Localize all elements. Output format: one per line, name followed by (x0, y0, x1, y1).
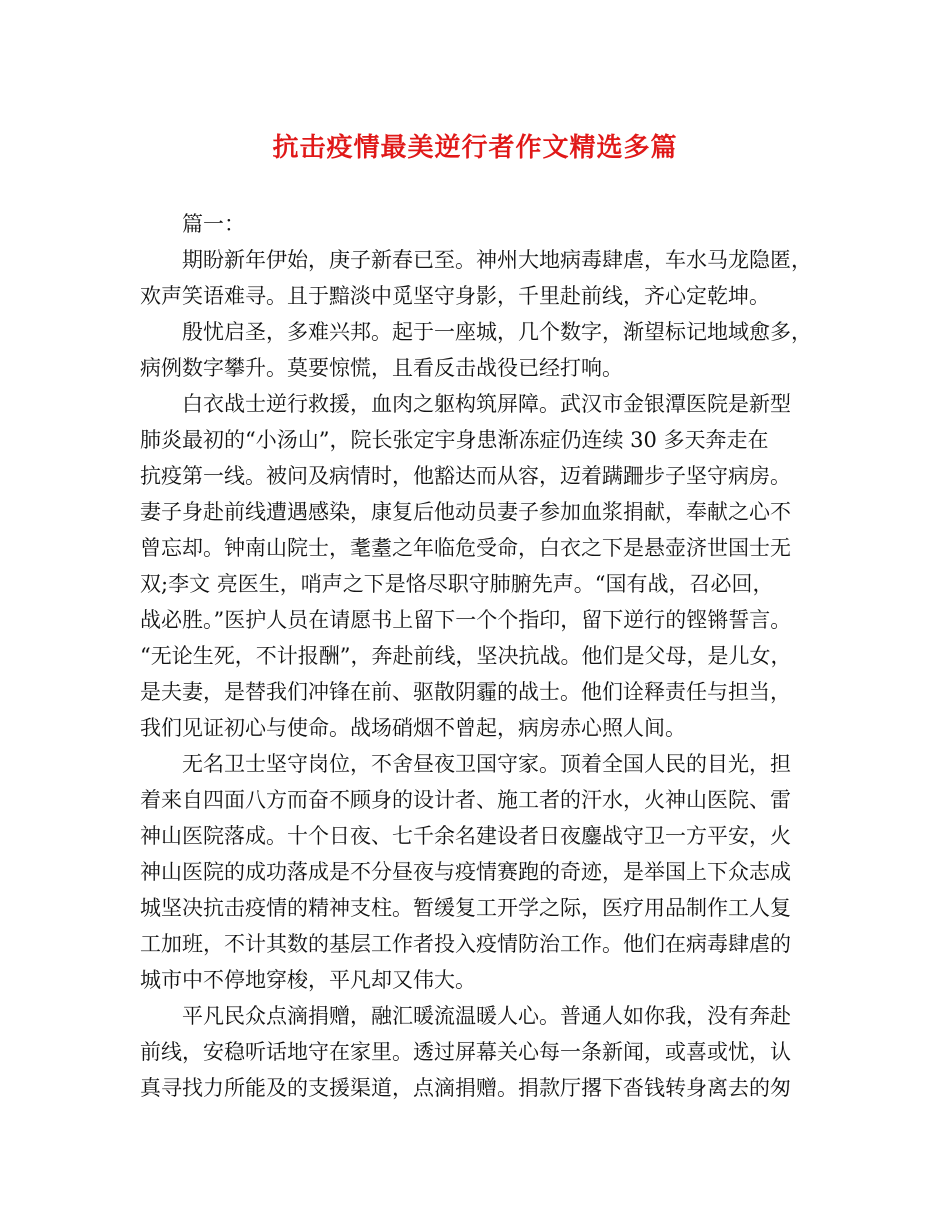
paragraph-line: 城市中不停地穿梭，平凡却又伟大。 (140, 968, 476, 992)
paragraph-line: 欢声笑语难寻。且于黯淡中觅坚守身影，千里赴前线，齐心定乾坤。 (140, 284, 770, 308)
paragraph-line: 曾忘却。钟南山院士，耄耋之年临危受命，白衣之下是悬壶济世国士无 (140, 536, 791, 560)
paragraph-line: 战必胜。”医护人员在请愿书上留下一个个指印，留下逆行的铿锵誓言。 (140, 608, 792, 632)
paragraph-line: 妻子身赴前线遭遇感染，康复后他动员妻子参加血浆捐献，奉献之心不 (140, 500, 791, 524)
paragraph-line: 双;李文 亮医生，哨声之下是恪尽职守肺腑先声。“国有战，召必回， (140, 572, 774, 596)
paragraph-line: 真寻找力所能及的支援渠道，点滴捐赠。捐款厅撂下沓钱转身离去的匆 (140, 1076, 791, 1100)
paragraph-line: 着来自四面八方而奋不顾身的设计者、施工者的汗水，火神山医院、雷 (140, 788, 791, 812)
document-title: 抗击疫情最美逆行者作文精选多篇 (272, 133, 678, 163)
paragraph-line: 城坚决抗击疫情的精神支柱。暂缓复工开学之际，医疗用品制作工人复 (140, 896, 791, 920)
paragraph-line: 平凡民众点滴捐赠，融汇暖流温暖人心。普通人如你我，没有奔赴 (182, 1004, 791, 1028)
paragraph-line: 肺炎最初的“小汤山”，院长张定宇身患渐冻症仍连续 30 多天奔走在 (140, 428, 769, 452)
paragraph-line: 神山医院的成功落成是不分昼夜与疫情赛跑的奇迹，是举国上下众志成 (140, 860, 791, 884)
paragraph-line: 是夫妻，是替我们冲锋在前、驱散阴霾的战士。他们诠释责任与担当， (140, 680, 791, 704)
section-heading: 篇一： (182, 212, 245, 236)
paragraph-line: 病例数字攀升。莫要惊慌，且看反击战役已经打响。 (140, 356, 623, 380)
paragraph-line: “无论生死，不计报酬”，奔赴前线，坚决抗战。他们是父母，是儿女， (140, 644, 792, 668)
paragraph-line: 前线，安稳听话地守在家里。透过屏幕关心每一条新闻，或喜或忧，认 (140, 1040, 791, 1064)
paragraph-line: 我们见证初心与使命。战场硝烟不曾起，病房赤心照人间。 (140, 716, 686, 740)
paragraph-line: 神山医院落成。十个日夜、七千余名建设者日夜鏖战守卫一方平安，火 (140, 824, 791, 848)
paragraph-line: 抗疫第一线。被问及病情时，他豁达而从容，迈着蹒跚步子坚守病房。 (140, 464, 791, 488)
paragraph-line: 白衣战士逆行救援，血肉之躯构筑屏障。武汉市金银潭医院是新型 (182, 392, 791, 416)
paragraph-line: 期盼新年伊始，庚子新春已至。神州大地病毒肆虐，车水马龙隐匿， (182, 248, 812, 272)
paragraph-line: 殷忧启圣，多难兴邦。起于一座城，几个数字，渐望标记地域愈多， (182, 320, 812, 344)
paragraph-line: 无名卫士坚守岗位，不舍昼夜卫国守家。顶着全国人民的目光，担 (182, 752, 791, 776)
paragraph-line: 工加班，不计其数的基层工作者投入疫情防治工作。他们在病毒肆虐的 (140, 932, 791, 956)
